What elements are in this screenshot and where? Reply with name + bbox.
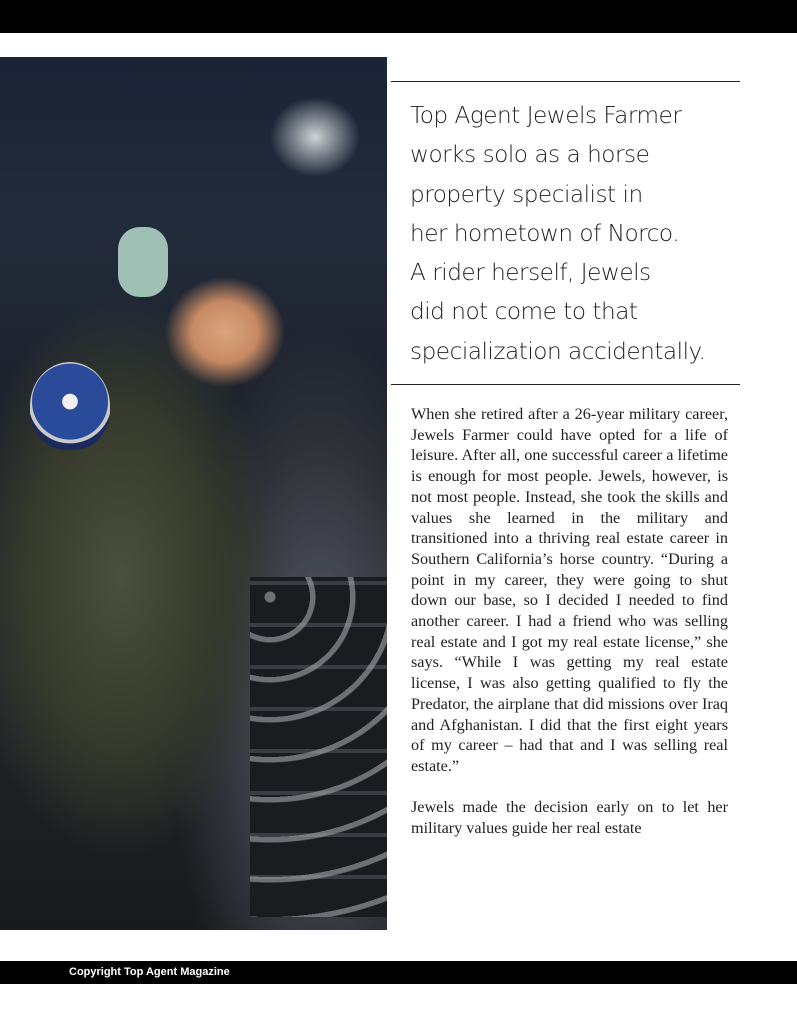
footer-bar (0, 961, 797, 984)
pull-quote-line: works solo as a horse (410, 141, 650, 169)
pull-quote-line: specialization accidentally. (410, 337, 706, 365)
pull-quote (410, 96, 750, 371)
article-paragraph: When she retired after a 26-year military career, Jewels Farmer could have opted for a life of leisure. After all, one successful career a lifetime is enough for most people. Jewels, however, is not most people. Instead, she took the skills and values she learned in the military and transitioned into a thriving real estate career in Southern California’s horse country. “During a point in my career, they were going to shut down our base, so I decided I needed to find another career. I had a friend who was selling real estate and I got my real estate license,” she says. “While I was getting my real estate license, I was also getting qualified to fly the Predator, the airplane that did missions over Iraq and Afghanistan. I did that the first eight years of my career – had that and I was selling real estate.” (411, 405, 728, 775)
article-body (411, 404, 728, 859)
article-paragraph: Jewels made the decision early on to let her military values guide her real estate (411, 798, 728, 838)
pull-quote-top-rule (391, 81, 740, 82)
squadron-patch-shape (30, 362, 110, 450)
top-bar (0, 0, 797, 33)
pull-quote-line: A rider herself, Jewels (410, 259, 651, 287)
copyright-text: Copyright Top Agent Magazine (69, 966, 230, 978)
cockpit-photo (0, 57, 387, 930)
pull-quote-line: her hometown of Norco. (410, 219, 680, 247)
pull-quote-line: did not come to that (410, 298, 638, 326)
control-panel-shape (250, 577, 387, 917)
pull-quote-line: Top Agent Jewels Farmer (410, 102, 682, 129)
headset-shape (118, 227, 168, 297)
pull-quote-bottom-rule (391, 384, 740, 385)
pull-quote-line: property specialist in (410, 180, 643, 208)
